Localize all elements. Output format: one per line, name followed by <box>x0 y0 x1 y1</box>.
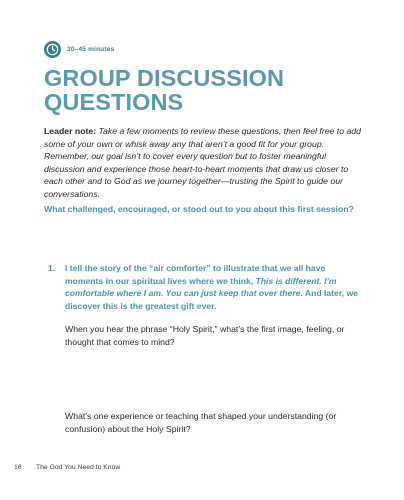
page-footer <box>14 464 120 471</box>
question-1 <box>48 262 358 312</box>
opening-question: What challenged, encouraged, or stood out to you about this first session? <box>44 204 354 214</box>
book-title: The God You Need to Know <box>36 464 121 471</box>
page-title <box>44 66 364 114</box>
sub-question-1a: When you hear the phrase “Holy Spirit,” what’s the first image, feeling, or thought that comes to mind? <box>65 324 345 347</box>
time-label: 30–45 minutes <box>67 46 115 53</box>
title-line-1: GROUP DISCUSSION <box>44 65 285 91</box>
leader-note <box>44 125 364 201</box>
sub-question-1b: What’s one experience or teaching that shaped your understanding (or confusion) about the Holy Spirit? <box>65 411 337 434</box>
question-1-text-a: I tell the story of the “air comforter” to illustrate that we all have moments in our spiritual lives where we think, <box>65 263 326 286</box>
question-1-italic: This is different. I’m comfortable where I am. You can just keep that over there. <box>65 275 337 299</box>
leader-note-label: Leader note: <box>44 126 97 136</box>
title-line-2: QUESTIONS <box>44 89 184 115</box>
time-estimate <box>44 41 114 58</box>
question-1-body <box>65 262 358 312</box>
leader-note-text: Take a few moments to review these questions, then feel free to add some of your own or whisk away any that aren’t a good fit for your group. Remember, our goal isn’t to cover every question but to foster meaningful discussion and experience those heart-to-heart moments that draw us closer to each other and to God as we journey together—trusting the Spirit to guide our conversations. <box>44 126 361 199</box>
question-1-number: 1. <box>48 263 56 273</box>
page-number: 16 <box>14 464 22 471</box>
question-1-text-b: And later, we discover this is the greatest gift ever. <box>65 288 358 311</box>
clock-icon <box>44 41 61 58</box>
